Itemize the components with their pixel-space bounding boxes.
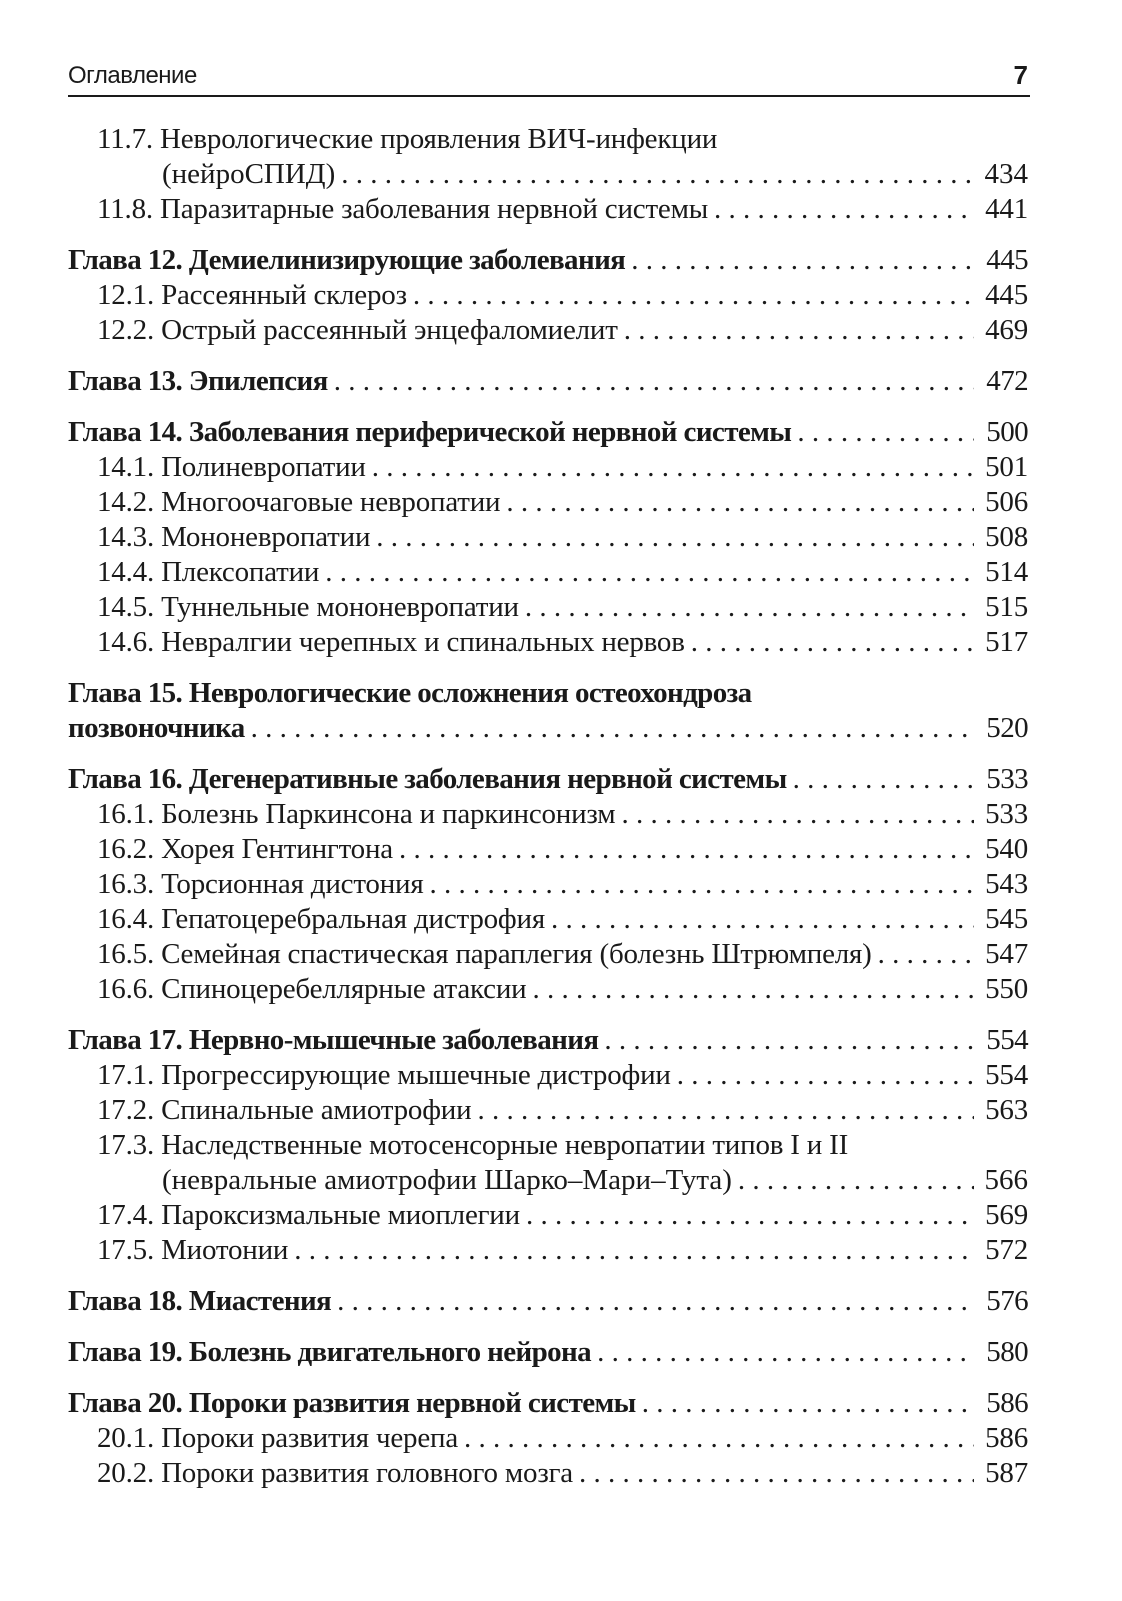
toc-entry-title: Неврологические осложнения остеохондроза	[188, 677, 752, 709]
toc-entry-title: Демиелинизирующие заболевания	[188, 244, 626, 276]
toc-leader-dots	[624, 313, 974, 348]
toc-chapter-entry	[68, 676, 1028, 711]
toc-leader-dots	[714, 192, 974, 227]
toc-entry-number: Глава 13.	[68, 365, 189, 397]
toc-entry-number: 14.5.	[97, 591, 162, 623]
toc-entry-page: 543	[985, 868, 1028, 900]
toc-entry-number: 16.1.	[97, 798, 162, 830]
toc-entry-title: Миастения	[188, 1285, 332, 1317]
toc-entry-page: 554	[986, 1024, 1028, 1056]
toc-entry-number: 17.1.	[97, 1059, 162, 1091]
toc-entry-number: Глава 19.	[68, 1336, 189, 1368]
toc-entry-title: Пороки развития черепа	[161, 1422, 459, 1454]
toc-chapter-entry	[68, 415, 1028, 450]
toc-entry-title: (нейроСПИД)	[162, 158, 336, 190]
toc-entry-number: 14.3.	[97, 521, 162, 553]
toc-leader-dots	[341, 157, 974, 192]
toc-leader-dots	[604, 1023, 974, 1058]
toc-entry-page: 576	[986, 1285, 1028, 1317]
toc-entry-number: 12.2.	[97, 314, 162, 346]
toc-entry-number: Глава 20.	[68, 1387, 189, 1419]
toc-leader-dots	[506, 485, 974, 520]
toc-section-entry	[68, 1198, 1028, 1233]
toc-entry-page: 569	[985, 1199, 1028, 1231]
toc-entry-page: 550	[985, 973, 1028, 1005]
toc-entry-title: Эпилепсия	[188, 365, 328, 397]
toc-entry-page: 506	[985, 486, 1028, 518]
toc-entry-page: 520	[986, 712, 1028, 744]
toc-entry-page: 554	[985, 1059, 1028, 1091]
toc-entry-number: Глава 15.	[68, 677, 189, 709]
toc-chapter-entry	[68, 364, 1028, 399]
toc-chapter-entry	[68, 243, 1028, 278]
header-rule	[68, 95, 1030, 97]
toc-section-entry	[68, 625, 1028, 660]
toc-leader-dots	[526, 1198, 974, 1233]
toc-entry-page: 545	[985, 903, 1028, 935]
toc-leader-dots	[376, 520, 974, 555]
toc-chapter-entry	[68, 1023, 1028, 1058]
toc-section-entry	[68, 1233, 1028, 1268]
toc-section-entry	[68, 555, 1028, 590]
toc-leader-dots	[430, 867, 974, 902]
toc-entry-title: Миотонии	[161, 1234, 289, 1266]
toc-leader-dots	[793, 762, 974, 797]
toc-section-entry	[68, 278, 1028, 313]
toc-leader-dots	[525, 590, 974, 625]
toc-entry-page: 515	[985, 591, 1028, 623]
toc-entry-title: Плексопатии	[161, 556, 320, 588]
toc-entry-title: Дегенеративные заболевания нервной системы	[188, 763, 787, 795]
toc-entry-number: 17.5.	[97, 1234, 162, 1266]
toc-entry-title: Рассеянный склероз	[161, 279, 407, 311]
toc-entry-number: 20.2.	[97, 1457, 162, 1489]
toc-leader-dots	[532, 972, 974, 1007]
toc-entry-title: Паразитарные заболевания нервной системы	[159, 193, 709, 225]
toc-entry-page: 566	[984, 1164, 1028, 1196]
toc-entry-page: 580	[986, 1336, 1028, 1368]
toc-section-entry	[68, 1456, 1028, 1491]
toc-entry-page: 586	[986, 1387, 1028, 1419]
toc-entry-number: 20.1.	[97, 1422, 162, 1454]
toc-leader-dots	[631, 243, 974, 278]
toc-entry-title: Нервно-мышечные заболевания	[188, 1024, 599, 1056]
toc-entry-page: 472	[986, 365, 1028, 397]
toc-section-entry	[68, 1421, 1028, 1456]
toc-leader-dots	[413, 278, 974, 313]
toc-entry-number: 14.6.	[97, 626, 162, 658]
toc-chapter-entry	[68, 711, 1028, 746]
toc-entry-page: 469	[985, 314, 1028, 346]
toc-entry-number: 16.6.	[97, 973, 162, 1005]
toc-entry-number: 11.8.	[97, 193, 160, 225]
toc-entry-title: (невральные амиотрофии Шарко–Мари–Тута)	[162, 1164, 732, 1196]
toc-leader-dots	[579, 1456, 974, 1491]
toc-chapter-entry	[68, 1335, 1028, 1370]
toc-section-entry	[68, 590, 1028, 625]
toc-entry-title: Спинальные амиотрофии	[161, 1094, 472, 1126]
toc-leader-dots	[334, 364, 974, 399]
toc-section-entry	[68, 313, 1028, 348]
toc-section-entry	[68, 485, 1028, 520]
toc-entry-title: Наследственные мотосенсорные невропатии типов I и II	[161, 1129, 849, 1161]
toc-leader-dots	[372, 450, 974, 485]
toc-section-entry	[68, 450, 1028, 485]
toc-entry-number: 17.4.	[97, 1199, 162, 1231]
running-header-title: Оглавление	[68, 62, 197, 89]
toc-entry-page: 540	[985, 833, 1028, 865]
toc-entry-number: Глава 16.	[68, 763, 189, 795]
toc-chapter-entry	[68, 1284, 1028, 1319]
toc-entry-title: Спиноцеребеллярные атаксии	[161, 973, 527, 1005]
toc-entry-page: 547	[985, 938, 1028, 970]
toc-section-entry	[68, 1128, 1028, 1163]
toc-entry-number: Глава 18.	[68, 1285, 189, 1317]
toc-entry-title: Острый рассеянный энцефаломиелит	[161, 314, 618, 346]
toc-entry-title: Гепатоцеребральная дистрофия	[161, 903, 545, 935]
toc-entry-number: 14.1.	[97, 451, 162, 483]
toc-entry-title: Прогрессирующие мышечные дистрофии	[161, 1059, 671, 1091]
toc-entry-number: 16.2.	[97, 833, 162, 865]
toc-entry-title: Болезнь двигательного нейрона	[188, 1336, 592, 1368]
toc-entry-title: Пароксизмальные миоплегии	[161, 1199, 520, 1231]
toc-entry-page: 434	[984, 158, 1028, 190]
toc-section-entry	[68, 1163, 1028, 1198]
toc-entry-page: 586	[985, 1422, 1028, 1454]
toc-entry-number: 11.7.	[97, 123, 160, 155]
running-header	[68, 60, 1028, 96]
toc-leader-dots	[464, 1421, 974, 1456]
toc-section-entry	[68, 520, 1028, 555]
page-number: 7	[1013, 60, 1028, 90]
toc-leader-dots	[677, 1058, 974, 1093]
toc-entry-page: 441	[985, 193, 1028, 225]
toc-entry-number: 12.1.	[97, 279, 162, 311]
toc-entry-number: 16.4.	[97, 903, 162, 935]
toc-leader-dots	[797, 415, 974, 450]
toc-section-entry	[68, 937, 1028, 972]
toc-entry-title: Мононевропатии	[161, 521, 371, 553]
toc-section-entry	[68, 867, 1028, 902]
toc-leader-dots	[691, 625, 974, 660]
toc-entry-title: Хорея Гентингтона	[161, 833, 393, 865]
toc-section-entry	[68, 902, 1028, 937]
toc-entry-number: Глава 14.	[68, 416, 189, 448]
toc-entry-page: 500	[986, 416, 1028, 448]
toc-section-entry	[68, 1058, 1028, 1093]
toc-section-entry	[68, 157, 1028, 192]
toc-entry-title: Семейная спастическая параплегия (болезнь Штрюмпеля)	[161, 938, 872, 970]
toc-entry-number: 14.4.	[97, 556, 162, 588]
toc-entry-title: Пороки развития головного мозга	[161, 1457, 573, 1489]
toc-entry-page: 445	[985, 279, 1028, 311]
toc-entry-title: Туннельные мононевропатии	[161, 591, 519, 623]
toc-entry-number: Глава 17.	[68, 1024, 189, 1056]
toc-section-entry	[68, 832, 1028, 867]
toc-leader-dots	[597, 1335, 974, 1370]
toc-entry-page: 501	[985, 451, 1028, 483]
toc-section-entry	[68, 972, 1028, 1007]
toc-leader-dots	[738, 1163, 974, 1198]
toc-entry-title: Невралгии черепных и спинальных нервов	[161, 626, 685, 658]
toc-leader-dots	[251, 711, 974, 746]
toc-entry-title: позвоночника	[68, 712, 245, 744]
toc-entry-page: 572	[985, 1234, 1028, 1266]
toc-section-entry	[68, 192, 1028, 227]
toc-leader-dots	[294, 1233, 974, 1268]
toc-entry-page: 517	[985, 626, 1028, 658]
toc-entry-page: 445	[986, 244, 1028, 276]
toc-entry-number: 17.3.	[97, 1129, 162, 1161]
toc-entry-number: Глава 12.	[68, 244, 189, 276]
toc-entry-page: 508	[985, 521, 1028, 553]
toc-chapter-entry	[68, 1386, 1028, 1421]
toc-section-entry	[68, 797, 1028, 832]
toc-entry-page: 563	[985, 1094, 1028, 1126]
toc-leader-dots	[642, 1386, 974, 1421]
toc-entry-page: 533	[986, 763, 1028, 795]
table-of-contents	[68, 122, 1028, 1491]
toc-entry-page: 587	[985, 1457, 1028, 1489]
toc-entry-number: 16.5.	[97, 938, 162, 970]
toc-entry-title: Неврологические проявления ВИЧ-инфекции	[159, 123, 718, 155]
toc-leader-dots	[477, 1093, 974, 1128]
toc-section-entry	[68, 1093, 1028, 1128]
toc-leader-dots	[337, 1284, 974, 1319]
toc-leader-dots	[878, 937, 974, 972]
toc-entry-title: Полиневропатии	[161, 451, 366, 483]
toc-entry-page: 533	[985, 798, 1028, 830]
toc-section-entry	[68, 122, 1028, 157]
toc-leader-dots	[621, 797, 974, 832]
toc-entry-number: 14.2.	[97, 486, 162, 518]
toc-leader-dots	[399, 832, 974, 867]
toc-entry-number: 16.3.	[97, 868, 162, 900]
toc-leader-dots	[325, 555, 974, 590]
toc-entry-title: Заболевания периферической нервной системы	[188, 416, 792, 448]
toc-entry-page: 514	[985, 556, 1028, 588]
toc-entry-number: 17.2.	[97, 1094, 162, 1126]
toc-chapter-entry	[68, 762, 1028, 797]
toc-entry-title: Многоочаговые невропатии	[161, 486, 501, 518]
toc-entry-title: Пороки развития нервной системы	[188, 1387, 636, 1419]
toc-leader-dots	[551, 902, 974, 937]
toc-entry-title: Торсионная дистония	[161, 868, 424, 900]
toc-entry-title: Болезнь Паркинсона и паркинсонизм	[161, 798, 616, 830]
